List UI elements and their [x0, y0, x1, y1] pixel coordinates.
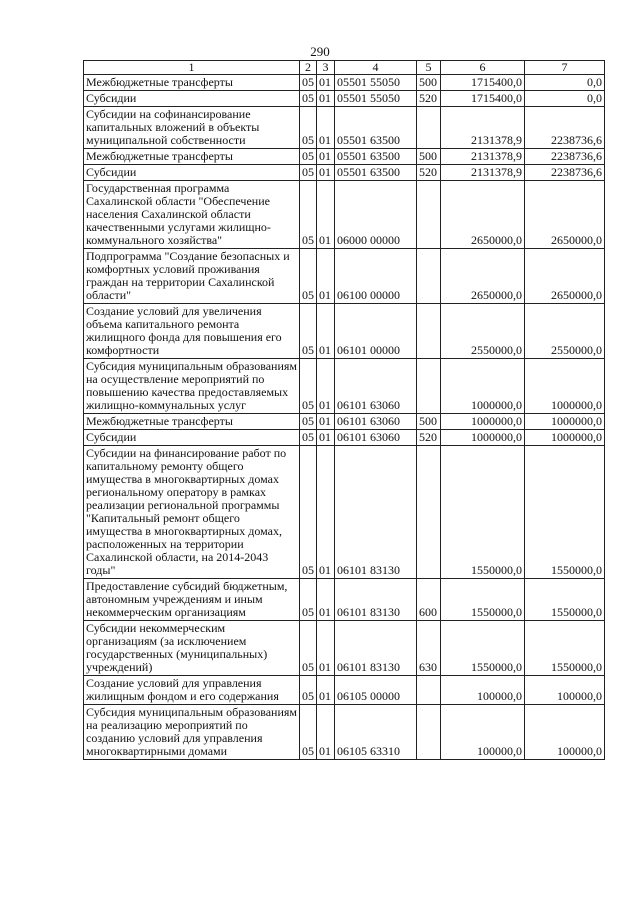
row-expense-type: 500 [417, 75, 441, 91]
table-row [84, 149, 605, 165]
row-amount-year-1: 1550000,0 [441, 621, 525, 676]
row-section: 05 [300, 579, 317, 621]
row-amount-year-2: 2650000,0 [525, 181, 605, 249]
row-name: Межбюджетные трансферты [84, 149, 300, 165]
row-amount-year-2: 100000,0 [525, 676, 605, 705]
row-section: 05 [300, 676, 317, 705]
table-row [84, 75, 605, 91]
row-expense-type [417, 181, 441, 249]
row-section: 05 [300, 149, 317, 165]
row-amount-year-1: 1000000,0 [441, 414, 525, 430]
row-amount-year-1: 100000,0 [441, 676, 525, 705]
row-amount-year-2: 1550000,0 [525, 621, 605, 676]
row-target-article: 06101 63060 [335, 359, 417, 414]
row-subsection: 01 [317, 149, 335, 165]
table-row [84, 91, 605, 107]
row-section: 05 [300, 446, 317, 579]
row-section: 05 [300, 705, 317, 760]
table-row [84, 359, 605, 414]
row-expense-type: 520 [417, 430, 441, 446]
row-amount-year-1: 1715400,0 [441, 75, 525, 91]
row-amount-year-1: 2650000,0 [441, 249, 525, 304]
row-section: 05 [300, 75, 317, 91]
row-expense-type: 520 [417, 165, 441, 181]
row-expense-type [417, 249, 441, 304]
row-name: Субсидии [84, 165, 300, 181]
row-amount-year-1: 1715400,0 [441, 91, 525, 107]
row-amount-year-1: 1550000,0 [441, 446, 525, 579]
row-target-article: 06101 83130 [335, 579, 417, 621]
table-row [84, 676, 605, 705]
row-section: 05 [300, 430, 317, 446]
row-name: Субсидии некоммерческим организациям (за исключением государственных (муниципальных) учреждений) [84, 621, 300, 676]
row-amount-year-2: 100000,0 [525, 705, 605, 760]
row-amount-year-2: 1000000,0 [525, 430, 605, 446]
row-expense-type: 500 [417, 414, 441, 430]
row-amount-year-2: 2238736,6 [525, 149, 605, 165]
row-subsection: 01 [317, 446, 335, 579]
row-amount-year-2: 2550000,0 [525, 304, 605, 359]
row-amount-year-2: 2650000,0 [525, 249, 605, 304]
row-amount-year-2: 0,0 [525, 75, 605, 91]
row-target-article: 05501 55050 [335, 91, 417, 107]
column-header-3: 3 [317, 61, 335, 75]
row-expense-type [417, 705, 441, 760]
row-expense-type: 520 [417, 91, 441, 107]
row-amount-year-1: 2131378,9 [441, 149, 525, 165]
row-name: Субсидия муниципальным образованиям на реализацию мероприятий по созданию условий для управления многоквартирными домами [84, 705, 300, 760]
row-subsection: 01 [317, 705, 335, 760]
row-subsection: 01 [317, 430, 335, 446]
row-amount-year-1: 1000000,0 [441, 359, 525, 414]
row-amount-year-2: 2238736,6 [525, 107, 605, 149]
budget-table [83, 60, 605, 760]
row-target-article: 05501 63500 [335, 149, 417, 165]
row-target-article: 06000 00000 [335, 181, 417, 249]
table-row [84, 107, 605, 149]
row-name: Создание условий для управления жилищным фондом и его содержания [84, 676, 300, 705]
column-header-4: 4 [335, 61, 417, 75]
row-amount-year-1: 2650000,0 [441, 181, 525, 249]
row-amount-year-1: 2550000,0 [441, 304, 525, 359]
row-expense-type [417, 359, 441, 414]
row-expense-type [417, 446, 441, 579]
row-section: 05 [300, 91, 317, 107]
row-subsection: 01 [317, 414, 335, 430]
row-amount-year-2: 1000000,0 [525, 414, 605, 430]
row-name: Предоставление субсидий бюджетным, автономным учреждениям и иным некоммерческим организациям [84, 579, 300, 621]
table-row [84, 249, 605, 304]
row-subsection: 01 [317, 579, 335, 621]
table-header [84, 61, 605, 75]
table-row [84, 579, 605, 621]
row-subsection: 01 [317, 621, 335, 676]
row-target-article: 06105 00000 [335, 676, 417, 705]
row-amount-year-1: 2131378,9 [441, 107, 525, 149]
row-amount-year-1: 2131378,9 [441, 165, 525, 181]
row-subsection: 01 [317, 165, 335, 181]
row-target-article: 06101 83130 [335, 446, 417, 579]
row-amount-year-2: 1550000,0 [525, 579, 605, 621]
row-name: Субсидии на финансирование работ по капитальному ремонту общего имущества в многоквартирных домах региональному оператору в рамках реализации региональной программы "Капитальный ремонт общего имущества в многоквартирных домах, расположенных на территории Сахалинской области, на 2014-2043 годы" [84, 446, 300, 579]
row-target-article: 05501 63500 [335, 165, 417, 181]
column-header-1: 1 [84, 61, 300, 75]
row-expense-type: 630 [417, 621, 441, 676]
row-name: Субсидии на софинансирование капитальных вложений в объекты муниципальной собственности [84, 107, 300, 149]
row-name: Субсидии [84, 91, 300, 107]
table-row [84, 414, 605, 430]
row-amount-year-1: 1550000,0 [441, 579, 525, 621]
row-name: Межбюджетные трансферты [84, 75, 300, 91]
row-section: 05 [300, 165, 317, 181]
row-subsection: 01 [317, 107, 335, 149]
row-subsection: 01 [317, 249, 335, 304]
row-target-article: 06101 63060 [335, 430, 417, 446]
row-name: Государственная программа Сахалинской области "Обеспечение населения Сахалинской области качественными услугами жилищно-коммунального хозяйства" [84, 181, 300, 249]
row-target-article: 05501 63500 [335, 107, 417, 149]
row-section: 05 [300, 304, 317, 359]
row-target-article: 05501 55050 [335, 75, 417, 91]
row-expense-type [417, 676, 441, 705]
page-number: 290 [310, 44, 330, 59]
table-row [84, 446, 605, 579]
row-expense-type [417, 304, 441, 359]
row-amount-year-1: 1000000,0 [441, 430, 525, 446]
row-section: 05 [300, 621, 317, 676]
row-amount-year-2: 2238736,6 [525, 165, 605, 181]
row-expense-type [417, 107, 441, 149]
row-subsection: 01 [317, 181, 335, 249]
row-subsection: 01 [317, 676, 335, 705]
row-target-article: 06105 63310 [335, 705, 417, 760]
table-row [84, 705, 605, 760]
row-amount-year-2: 1000000,0 [525, 359, 605, 414]
row-section: 05 [300, 181, 317, 249]
row-name: Субсидия муниципальным образованиям на осуществление мероприятий по повышению качества предоставляемых жилищно-коммунальных услуг [84, 359, 300, 414]
table-row [84, 165, 605, 181]
row-amount-year-1: 100000,0 [441, 705, 525, 760]
column-header-5: 5 [417, 61, 441, 75]
row-name: Субсидии [84, 430, 300, 446]
column-header-2: 2 [300, 61, 317, 75]
row-target-article: 06100 00000 [335, 249, 417, 304]
row-name: Межбюджетные трансферты [84, 414, 300, 430]
row-target-article: 06101 83130 [335, 621, 417, 676]
row-expense-type: 600 [417, 579, 441, 621]
column-header-6: 6 [441, 61, 525, 75]
row-name: Создание условий для увеличения объема капитального ремонта жилищного фонда для повышения его комфортности [84, 304, 300, 359]
row-expense-type: 500 [417, 149, 441, 165]
table-body [84, 75, 605, 760]
row-section: 05 [300, 107, 317, 149]
row-name: Подпрограмма "Создание безопасных и комфортных условий проживания граждан на территории Сахалинской области" [84, 249, 300, 304]
row-amount-year-2: 0,0 [525, 91, 605, 107]
table-row [84, 304, 605, 359]
column-header-7: 7 [525, 61, 605, 75]
row-subsection: 01 [317, 359, 335, 414]
row-subsection: 01 [317, 304, 335, 359]
row-section: 05 [300, 414, 317, 430]
header-row [84, 61, 605, 75]
row-subsection: 01 [317, 75, 335, 91]
row-target-article: 06101 63060 [335, 414, 417, 430]
table-row [84, 621, 605, 676]
row-subsection: 01 [317, 91, 335, 107]
row-section: 05 [300, 359, 317, 414]
row-amount-year-2: 1550000,0 [525, 446, 605, 579]
row-section: 05 [300, 249, 317, 304]
table-row [84, 430, 605, 446]
row-target-article: 06101 00000 [335, 304, 417, 359]
table-row [84, 181, 605, 249]
